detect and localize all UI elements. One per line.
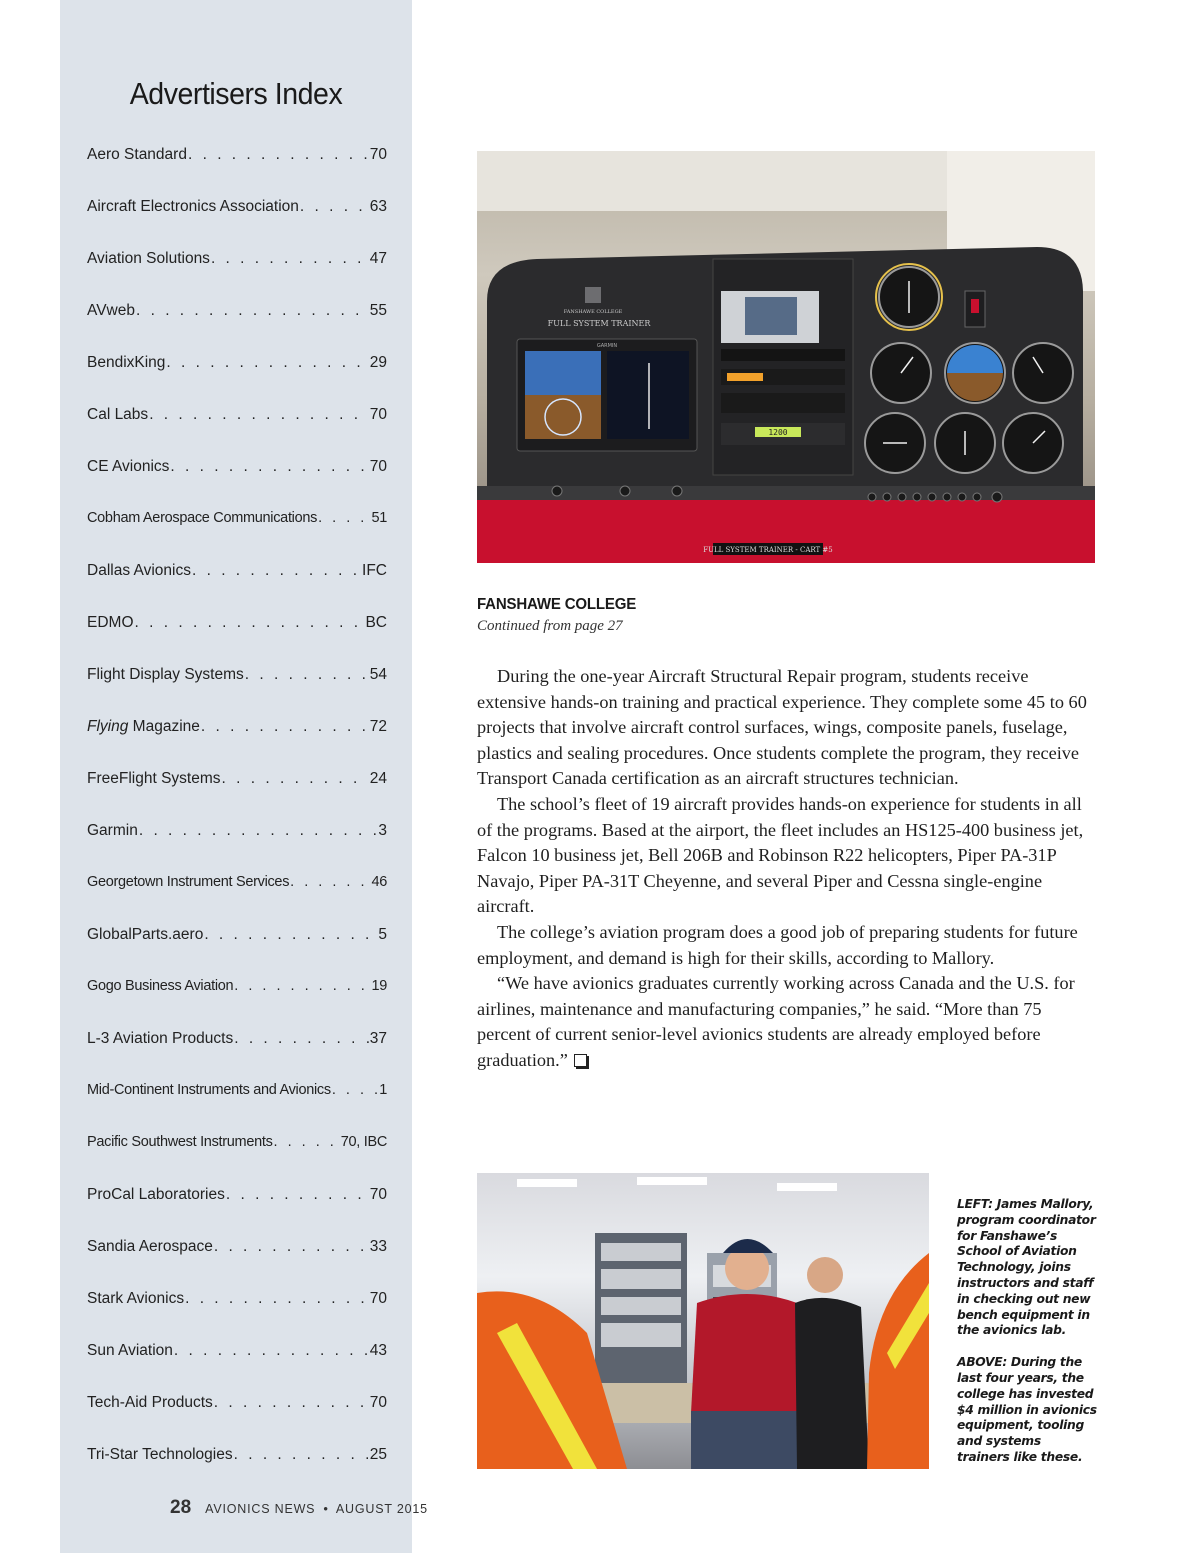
caption-left: LEFT: James Mallory, program coordinator for Fanshawe’s School of Aviation Technology, joins instructors and staff in checking out new bench equipment in the avionics lab. [957, 1197, 1096, 1338]
instrument-panel-illustration [477, 151, 1095, 563]
ceiling-lights [517, 1177, 837, 1191]
article-paragraph: “We have avionics graduates currently working across Canada and the U.S. for airlines, maintenance and manufacturing companies,” he said. “More than 75 percent of current senior-level avionics students are already employed before graduation.” [477, 973, 1075, 1070]
index-entry: Pacific Southwest Instruments . . . 70, IBC [87, 1134, 387, 1186]
section-heading: FANSHAWE COLLEGE [477, 596, 637, 613]
avionics-lab-illustration [477, 1173, 929, 1469]
index-entry: Dallas Avionics . . . IFC [87, 562, 387, 614]
index-entry: Aero Standard . . . 70 [87, 146, 387, 198]
index-entry: ProCal Laboratories . . . 70 [87, 1186, 387, 1238]
advertisers-sidebar [60, 0, 428, 1553]
avionics-lab-photo [477, 1173, 929, 1469]
index-entry: Garmin . . . 3 [87, 822, 387, 874]
page-number: 28 [170, 1497, 192, 1518]
end-of-article-icon [574, 1054, 587, 1067]
panel-label: FULL SYSTEM TRAINER [547, 319, 651, 328]
index-entry: Tri-Star Technologies . . . 25 [87, 1446, 387, 1498]
index-entry: FreeFlight Systems . . . 24 [87, 770, 387, 822]
index-entry: Georgetown Instrument Services . . . 46 [87, 874, 387, 926]
index-entry: Gogo Business Aviation . . . 19 [87, 978, 387, 1030]
transponder-code: 1200 [768, 428, 788, 437]
article-paragraph: The college’s aviation program does a good job of preparing students for future employment, and demand is high for their skills, according to Mallory. [477, 921, 1078, 968]
index-entry: Cobham Aerospace Communications . . . 51 [87, 510, 387, 562]
sidebar-title: Advertisers Index [129, 76, 343, 111]
index-entry: Stark Avionics . . . 70 [87, 1290, 387, 1342]
projector-screen [477, 151, 947, 211]
index-entry: Aviation Solutions . . . 47 [87, 250, 387, 302]
index-entry: GlobalParts.aero . . . 5 [87, 926, 387, 978]
article-paragraph: During the one-year Aircraft Structural Repair program, students receive extensive hands-on training and practical experience. They complete some 45 to 60 projects that involve aircraft control surfaces, wings, composite panels, fuselage, plastics and sealing procedures. Once students complete the program, they receive Transport Canada certification as an aircraft structures technician. [477, 666, 1087, 789]
index-entry: AVweb . . . 55 [87, 302, 387, 354]
index-entry: Sun Aviation . . . 43 [87, 1342, 387, 1394]
index-entry: Cal Labs . . . 70 [87, 406, 387, 458]
index-entry: Sandia Aerospace . . . 33 [87, 1238, 387, 1290]
person-head [807, 1257, 843, 1293]
photo-caption [957, 1197, 1097, 1482]
index-entry: BendixKing . . . 29 [87, 354, 387, 406]
page-footer [170, 1497, 428, 1519]
index-entry: Flying Magazine . . . 72 [87, 718, 387, 770]
continued-note: Continued from page 27 [477, 618, 623, 634]
caption-above: ABOVE: During the last four years, the college has invested $4 million in avionics equipment, tooling and systems trainers like these. [957, 1355, 1097, 1464]
index-entry: CE Avionics . . . 70 [87, 458, 387, 510]
instrument-panel-photo [477, 151, 1095, 563]
index-entry: Aircraft Electronics Association . . . 63 [87, 198, 387, 250]
panel-logo: FANSHAWE COLLEGE [563, 309, 623, 315]
display-brand: GARMIN [596, 343, 618, 349]
mfd-screen [607, 351, 689, 439]
advertisers-list [87, 146, 387, 1498]
index-entry: Flight Display Systems . . . 54 [87, 666, 387, 718]
footer-bullet: • [323, 1501, 328, 1516]
index-entry: EDMO . . . BC [87, 614, 387, 666]
article-paragraph: The school’s fleet of 19 aircraft provides hands-on experience for students in all of the programs. Based at the airport, the fleet includes an HS125-400 business jet, Falcon 10 business jet, Bell 206B and Robinson R22 helicopters, Piper PA-31P Navajo, Piper PA-31T Cheyenne, and several Piper and Cessna single-engine aircraft. [477, 793, 1084, 917]
magazine-name: AVIONICS NEWS [205, 1502, 316, 1516]
cart-label: FULL SYSTEM TRAINER - CART #5 [703, 546, 833, 554]
person-cap [723, 1239, 773, 1253]
index-entry: L-3 Aviation Products . . . 37 [87, 1030, 387, 1082]
issue-date: AUGUST 2015 [335, 1502, 428, 1516]
index-entry: Tech-Aid Products . . . 70 [87, 1394, 387, 1446]
person-dark-jacket [795, 1298, 869, 1469]
person-red-shirt [691, 1294, 807, 1413]
index-entry: Mid-Continent Instruments and Avionics . . . 1 [87, 1082, 387, 1134]
article-body [477, 664, 1095, 1074]
